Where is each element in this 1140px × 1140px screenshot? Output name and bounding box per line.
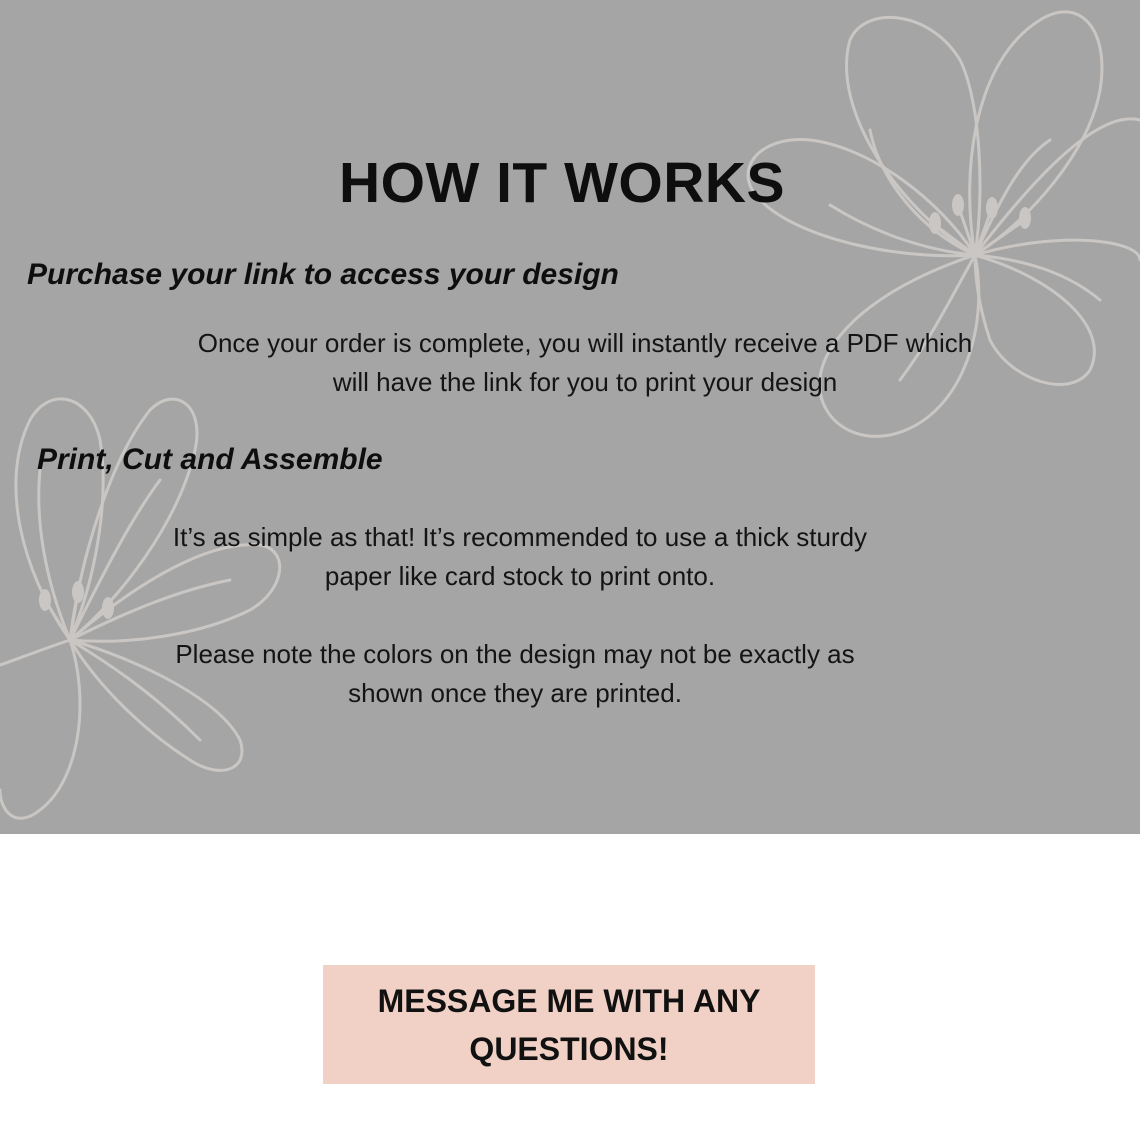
- step-2-line-1: It’s as simple as that! It’s recommended to use a thick sturdy: [172, 522, 868, 552]
- color-note-line-1: Please note the colors on the design may not be exactly as: [175, 639, 855, 669]
- color-note-line-2: shown once they are printed.: [348, 678, 682, 708]
- step-1-description: [150, 324, 1020, 402]
- step-2-line-2: paper like card stock to print onto.: [324, 561, 716, 591]
- color-note: [120, 635, 910, 713]
- step-2-heading: Print, Cut and Assemble: [37, 443, 383, 476]
- step-2-description: [120, 518, 920, 596]
- message-me-line-2: QUESTIONS!: [469, 1030, 669, 1067]
- step-1-heading: Purchase your link to access your design: [27, 258, 619, 291]
- message-me-line-1: MESSAGE ME WITH ANY: [377, 982, 761, 1019]
- page-title: HOW IT WORKS: [338, 151, 786, 215]
- message-me-label: [378, 977, 761, 1073]
- message-me-button[interactable]: [323, 965, 815, 1084]
- step-1-line-1: Once your order is complete, you will instantly receive a PDF which: [197, 328, 973, 358]
- step-1-line-2: will have the link for you to print your design: [332, 367, 838, 397]
